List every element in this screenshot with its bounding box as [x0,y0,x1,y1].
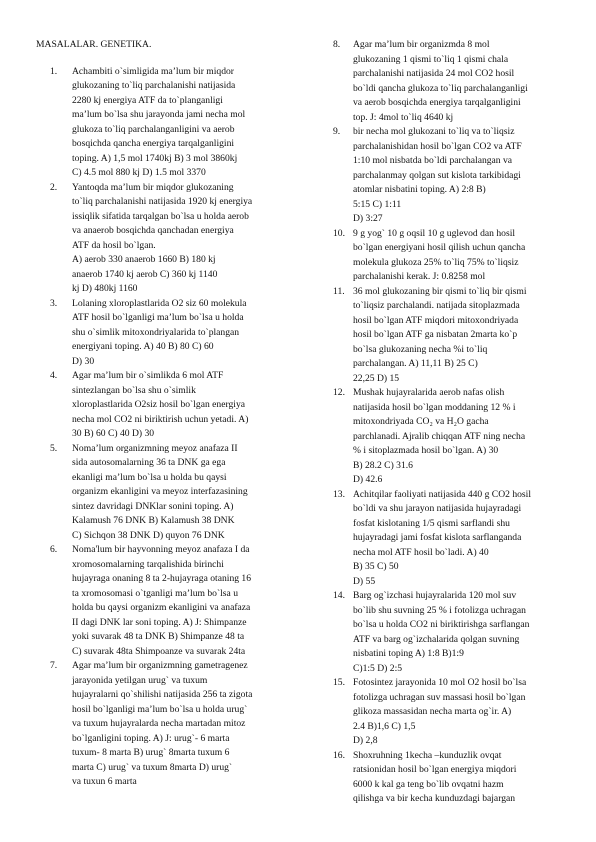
left-column [36,38,298,790]
question-number: 12. [333,387,345,398]
question-text: bir necha mol glukozani to`liq va to`liqsiz parchalanishidan hosil bo`lgan CO2 va ATF 1:10 mol nisbatda bo`ldi parchalangan va parchalanmay qolgan sut kislota tarkibidagi atomlar nisbatini toping. A) 2:8 B) 5:15 C) 1:11 D) 3:27 [353,126,522,224]
question-list-right [333,38,565,807]
question-item [36,297,298,370]
question-number: 6. [50,544,58,555]
question-text: Achitqilar faoliyati natijasida 440 g CO2 hosil bo`ldi va shu jarayon natijasida hujayradagi fosfat kislotaning 1/5 qismi sarflandi shu hujayradagi jami fosfat kislota sarflanganda necha mol ATF hosil bo`ladi. A) 40 B) 35 C) 50 D) 55 [353,488,531,587]
question-text: Fotosintez jarayonida 10 mol O2 hosil bo`lsa fotolizga uchragan suv massasi hosil bo`lgan glikoza massasidan necha marta og`ir. A) 2.4 B)1,6 C) 1,5 D) 2,8 [353,677,527,746]
question-text: Agar ma’lum bir organizmda 8 mol glukozaning 1 qismi to`liq 1 qismi chala parchalanishi natijasida 24 mol CO2 hosil bo`ldi qancha glukoza to`liq parchalanganligi va aerob bosqichda energiya tarqalganligini top. J: 4mol to`liq 4640 kj [353,39,528,123]
question-number: 5. [50,442,58,454]
question-number: 3. [50,297,58,309]
page-title: MASALALAR. GENETIKA. [36,39,152,50]
question-text: Agar ma’lum bir o`simlikda 6 mol ATF sintezlangan bo`lsa shu o`simlik xloroplastlarida O2siz hosil bo`lgan energiya necha mol CO2 ni biriktirish uchun yetadi. A) 30 B) 60 C) 40 D) 30 [72,370,249,439]
question-item [36,181,298,297]
question-text: Yantoqda ma’lum bir miqdor glukozaning to`liq parchalanishi natijasida 1920 kj energiya issiqlik sifatida tarqalgan bo`lsa u holda aerob va anaerob bosqichda qanchadan energiya ATF da hosil bo`lgan. A) aerob 330 anaerob 1660 B) 180 kj anaerob 1740 kj aerob C) 360 kj 1140 kj D) 480kj 1160 [72,181,253,294]
question-text: Barg og`izchasi hujayralarida 120 mol suv bo`lib shu suvning 25 % i fotolizga uchragan bo`lsa u holda CO2 ni biriktirishga sarflangan ATF va barg og`izchalarida qolgan suvning nisbatini toping A) 1:8 B)1:9 C)1:5 D) 2:5 [353,590,530,674]
question-text: Noma’lum organizmning meyoz anafaza II sida autosomalarning 36 ta DNK ga ega ekanligi ma’lum bo`lsa u holda bu qaysi organizm ekanligini va meyoz interfazasining sintez davridagi DNKlar sonini toping. A) Kalamush 76 DNK B) Kalamush 38 DNK C) Sichqon 38 DNK D) quyon 76 DNK [72,442,248,541]
question-text: Achambiti o`simligida ma’lum bir miqdor glukozaning to`liq parchalanishi natijasida 2280 kj energiya ATF da to`planganligi ma’lum bo`lsa shu jarayonda jami necha mol glukoza to`liq parchalanganligini va aerob bosqichda qancha energiya tarqalganligini toping. A) 1,5 mol 1740kj B) 3 mol 3860kj C) 4.5 mol 880 kj D) 1.5 mol 3370 [72,65,246,178]
question-number: 1. [50,65,58,77]
question-number: 13. [333,488,345,500]
question-item [333,749,565,807]
question-item [36,442,298,544]
question-text: Noma'lum bir hayvonning meyoz anafaza I da xromosomalarning tarqalishida birinchi hujayraga onaning 8 ta 2-hujayraga otaning 16 ta xromosomasi o`tganligi ma’lum bo`lsa u holda bu qaysi organizm ekanligini va anafaza II dagi DNK lar soni toping. A) J: Shimpanze yoki suvarak 48 ta DNK B) Shimpanze 48 ta C) suvarak 48ta Shimpoanze va suvarak 24ta [72,544,252,657]
question-item [333,676,565,749]
question-number: 11. [333,285,345,297]
question-item [36,659,298,790]
question-item [333,125,565,227]
question-number: 16. [333,749,345,761]
question-number: 9. [333,126,341,137]
question-item [333,488,565,590]
question-item [333,285,565,387]
question-number: 10. [333,227,345,239]
question-item [333,227,565,285]
question-item [333,38,565,125]
question-text: 9 g yog` 10 g oqsil 10 g uglevod dan hosil bo`lgan energiyani hosil qilish uchun qancha molekula glukoza 25% to`liq 75% to`liqsiz parchalanishi kerak. J: 0.8258 mol [353,227,526,282]
question-item [333,589,565,676]
question-item [36,65,298,181]
question-number: 14. [333,590,345,601]
question-text: 36 mol glukozaning bir qismi to`liq bir qismi to`liqsiz parchalandi. natijada sitoplazmada hosil bo`lgan ATF miqdori mitoxondriyada hosil bo`lgan ATF ga nisbatan 2marta ko`p bo`lsa glukozaning necha %i to`liq parchalangan. A) 11,11 B) 25 C) 22,25 D) 15 [353,285,527,384]
question-text: Lolaning xloroplastlarida O2 siz 60 molekula ATF hosil bo`lganligi ma’lum bo`lsa u holda shu o`simlik mitoxondriyalarida to`plangan energiyani toping. A) 40 B) 80 C) 60 D) 30 [72,297,247,367]
question-text: Mushak hujayralarida aerob nafas olish natijasida hosil bo`lgan moddaning 12 % i mitoxondriyada CO₂ va H₂O gacha parchlanadi. Ajralib chiqqan ATF ning necha % i sitoplazmada hosil bo`lgan. A) 30 B) 28.2 C) 31.6 D) 42.6 [353,387,526,485]
question-list-left [36,65,298,790]
question-text: Agar ma’lum bir organizmning gametragenez jarayonida yetilgan urug` va tuxum hujayralarni qo`shilishi natijasida 256 ta zigota hosil bo`lganligi ma’lum bo`lsa u holda urug` va tuxum hujayralarda necha martadan mitoz bo`lganligini toping. A) J: urug`- 6 marta tuxum- 8 marta B) urug` 8marta tuxum 6 marta C) urug` va tuxum 8marta D) urug` va tuxun 6 marta [72,660,253,787]
question-number: 15. [333,677,345,688]
question-number: 8. [333,39,341,50]
question-number: 4. [50,370,58,381]
right-column [333,38,565,807]
question-text: Shoxruhning 1kecha –kunduzlik ovqat ratsionidan hosil bo`lgan energiya miqdori 6000 k kal ga teng bo`lib ovqatni hazm qilishga va bir kecha kunduzdagi bajargan [353,749,517,804]
question-item [36,369,298,442]
question-item [333,386,565,488]
question-number: 2. [50,181,58,193]
question-item [36,543,298,659]
question-number: 7. [50,660,58,671]
